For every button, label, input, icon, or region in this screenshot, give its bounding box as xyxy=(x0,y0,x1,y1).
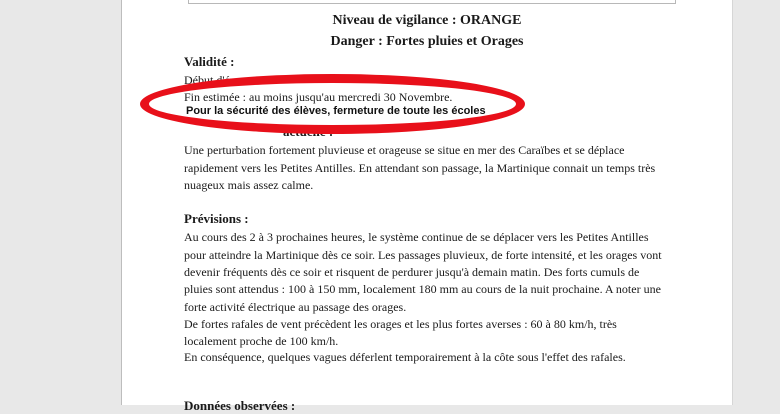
situation-line: nuageux mais assez calme. xyxy=(184,178,314,192)
school-closure-notice: Pour la sécurité des élèves, fermeture de toute les écoles xyxy=(186,105,486,117)
danger-title: Danger : Fortes pluies et Orages xyxy=(330,34,524,49)
header-box xyxy=(188,0,676,4)
forecast-line: En conséquence, quelques vagues déferlent temporairement à la côte sous l'effet des rafales. xyxy=(184,350,626,364)
forecast-line: localement proche de 100 km/h. xyxy=(184,334,339,348)
validity-start: Début d'év... xyxy=(184,73,245,87)
forecast-line: devenir fréquents dès ce soir et risquent de perdurer jusqu'à demain matin. Des forts cumuls de xyxy=(184,265,640,279)
situation-line: Une perturbation fortement pluvieuse et orageuse se situe en mer des Caraïbes et se déplace xyxy=(184,143,625,157)
forecast-line: Au cours des 2 à 3 prochaines heures, le système continue de se déplacer vers les Petites Antilles xyxy=(184,230,649,244)
document-page xyxy=(121,0,733,413)
situation-line: rapidement vers les Petites Antilles. En attendant son passage, la Martinique connait un temps très xyxy=(184,161,656,175)
situation-heading: actuelle : xyxy=(283,124,334,139)
red-highlight-oval xyxy=(140,74,525,134)
validity-end: Fin estimée : au moins jusqu'au mercredi 30 Novembre. xyxy=(184,90,453,104)
forecast-line: pluies sont attendus : 100 à 150 mm, localement 180 mm au cours de la nuit prochaine. A noter une xyxy=(184,282,661,296)
forecast-heading: Prévisions : xyxy=(184,211,249,226)
forecast-line: De fortes rafales de vent précèdent les orages et les plus fortes averses : 60 à 80 km/h, très xyxy=(184,317,617,331)
forecast-line: forte activité électrique au passage des orages. xyxy=(184,300,407,314)
forecast-line: pour atteindre la Martinique dès ce soir. Les passages pluvieux, de forte intensité, et les orages vont xyxy=(184,248,662,262)
observed-heading: Données observées : xyxy=(184,398,296,413)
validity-heading: Validité : xyxy=(184,54,235,69)
vigilance-level: Niveau de vigilance : ORANGE xyxy=(332,13,522,28)
